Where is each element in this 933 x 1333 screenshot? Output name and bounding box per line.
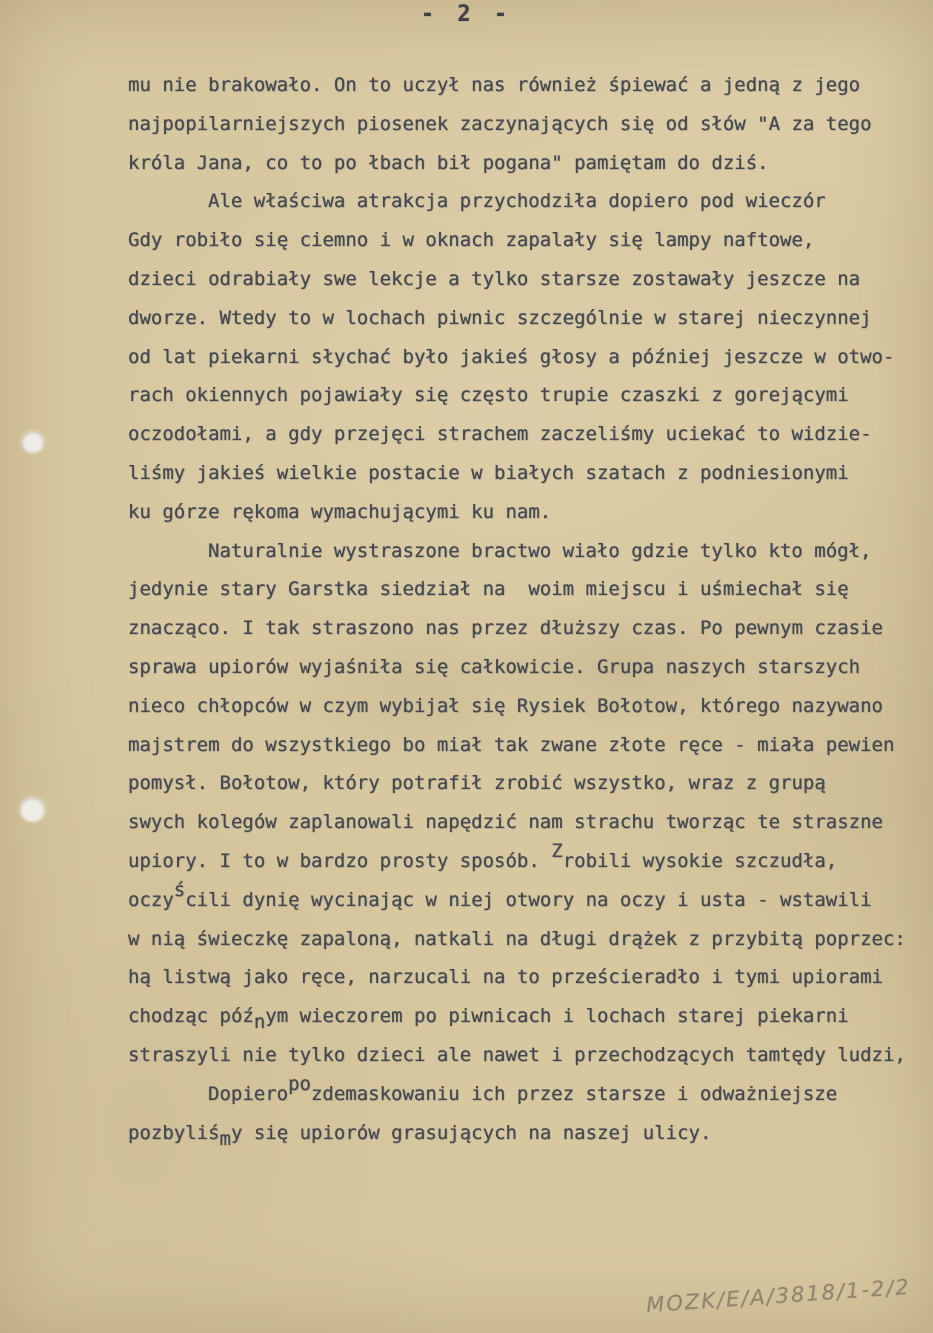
text-line: sprawa upiorów wyjaśniła się całkowicie. Grupa naszych starszych	[128, 655, 861, 678]
text-line: nieco chłopców w czym wybijał się Rysiek Bołotow, którego nazywano	[128, 694, 883, 717]
text-line: ku górze rękoma wymachującymi ku nam.	[128, 500, 552, 523]
text-line: rach okiennych pojawiały się często trupie czaszki z gorejącymi	[128, 384, 849, 407]
text-segment: y się upiorów grasujących na naszej ulicy.	[230, 1121, 712, 1144]
text-line: liśmy jakieś wielkie postacie w białych szatach z podniesionymi	[128, 461, 849, 484]
paragraph	[128, 182, 928, 531]
text-line: najpopilarniejszych piosenek zaczynających się od słów "A za tego	[128, 112, 872, 135]
text-line: od lat piekarni słychać było jakieś głosy a później jeszcze w otwo-	[128, 345, 895, 368]
text-line: jedynie stary Garstka siedział na woim miejscu i uśmiechał się	[128, 578, 849, 601]
page-number: - 2 -	[420, 2, 513, 27]
text-line: mu nie brakowało. On to uczył nas również śpiewać a jedną z jego	[128, 74, 861, 96]
paragraph	[128, 532, 928, 1075]
text-line: pomysł. Bołotow, który potrafił zrobić wszystko, wraz z grupą	[128, 772, 826, 795]
text-segment: zdemaskowaniu ich przez starsze i odważniejsze	[310, 1082, 838, 1105]
paragraph	[128, 1072, 928, 1153]
text-segment: pozbyliś	[128, 1121, 220, 1144]
punch-hole-bottom	[20, 797, 45, 822]
text-segment: oczy	[128, 888, 174, 911]
text-line: króla Jana, co to po łbach bił pogana" pamiętam do dziś.	[128, 151, 769, 174]
text-line: Gdy robiło się ciemno i w oknach zapalały się lampy naftowe,	[128, 229, 815, 252]
punch-hole-top	[22, 431, 44, 453]
text-segment: upiory. I to w bardzo prosty sposób.	[128, 849, 552, 872]
text-line: majstrem do wszystkiego bo miał tak zwane złote ręce - miała pewien	[128, 733, 895, 756]
text-line: w nią świeczkę zapaloną, natkali na długi drążek z przybitą poprzec:	[128, 927, 906, 950]
archive-reference: MOZK/E/A/3818/1-2/2	[645, 1274, 912, 1318]
text-line	[128, 842, 928, 881]
text-line: swych kolegów zaplanowali napędzić nam strachu tworząc te straszne	[128, 811, 883, 834]
typed-text-body	[128, 66, 928, 1152]
text-line: hą listwą jako ręce, narzucali na to prześcieradło i tymi upiorami	[128, 966, 883, 989]
raised-character: po	[288, 1072, 311, 1095]
text-segment: robili wysokie szczudła,	[562, 849, 838, 872]
paragraph	[128, 66, 928, 182]
text-line: oczodołami, a gdy przejęci strachem zaczeliśmy uciekać to widzie-	[128, 423, 872, 446]
text-segment: cili dynię wycinając w niej otwory na oczy i usta - wstawili	[185, 888, 872, 911]
text-segment: Dopiero	[208, 1082, 289, 1105]
text-line: Naturalnie wystraszone bractwo wiało gdzie tylko kto mógł,	[208, 539, 872, 562]
lowered-character: m	[219, 1127, 231, 1150]
text-line	[128, 1072, 928, 1114]
text-line	[128, 997, 928, 1036]
text-line: dworze. Wtedy to w lochach piwnic szczególnie w starej nieczynnej	[128, 306, 872, 329]
raised-character: Z	[551, 840, 563, 863]
text-segment: ym wieczorem po piwnicach i lochach starej piekarni	[265, 1005, 849, 1028]
text-line: dzieci odrabiały swe lekcje a tylko starsze zostawały jeszcze na	[128, 267, 861, 290]
text-line: Ale właściwa atrakcja przychodziła dopiero pod wieczór	[208, 190, 826, 213]
text-line: straszyli nie tylko dzieci ale nawet i przechodzących tamtędy ludzi,	[128, 1043, 906, 1066]
text-line	[128, 878, 928, 920]
raised-character: ś	[173, 878, 186, 901]
text-line	[128, 1114, 928, 1153]
lowered-character: n	[253, 1011, 266, 1034]
text-segment: chodząc póź	[128, 1005, 254, 1028]
text-line: znacząco. I tak straszono nas przez dłuższy czas. Po pewnym czasie	[128, 617, 883, 640]
